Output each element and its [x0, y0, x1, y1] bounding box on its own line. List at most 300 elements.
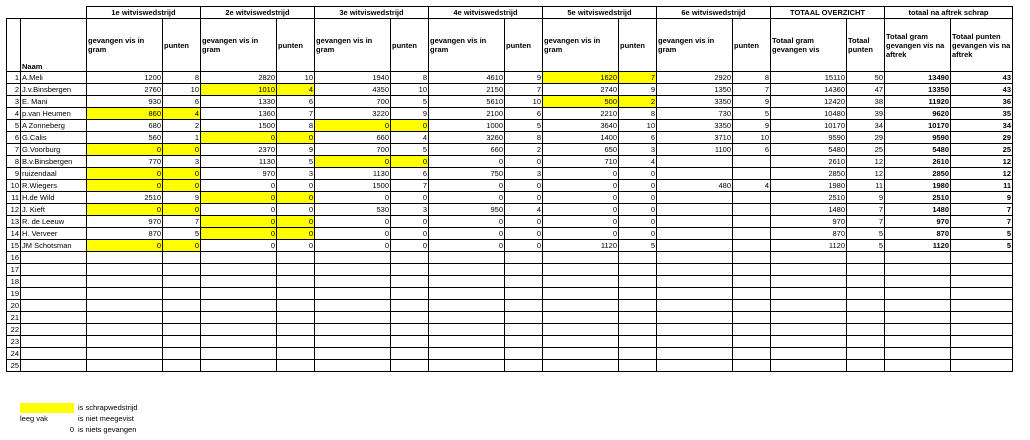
empty-cell	[733, 312, 771, 324]
empty-cell	[847, 264, 885, 276]
after-deduction-header: totaal na aftrek schrap	[885, 7, 1013, 19]
net-grams-cell: 9590	[885, 132, 951, 144]
grams-cell: 3640	[543, 120, 619, 132]
empty-cell	[87, 288, 163, 300]
row-number: 7	[7, 144, 21, 156]
grams-cell: 1130	[201, 156, 277, 168]
grams-cell: 560	[87, 132, 163, 144]
empty-cell	[619, 360, 657, 372]
points-cell	[733, 168, 771, 180]
empty-cell	[733, 252, 771, 264]
points-cell: 0	[619, 216, 657, 228]
total-grams-cell: 870	[771, 228, 847, 240]
empty-cell	[391, 264, 429, 276]
net-grams-cell: 11920	[885, 96, 951, 108]
points-header: punten	[163, 19, 201, 72]
grams-cell: 1200	[87, 72, 163, 84]
rownum-header-cell	[7, 19, 21, 72]
table-row	[7, 192, 1013, 204]
empty-cell	[505, 288, 543, 300]
grams-cell: 1130	[315, 168, 391, 180]
grams-cell: 1620	[543, 72, 619, 84]
row-number: 23	[7, 336, 21, 348]
empty-cell	[657, 288, 733, 300]
grams-cell: 1400	[543, 132, 619, 144]
empty-cell	[315, 264, 391, 276]
empty-cell	[543, 348, 619, 360]
grams-cell: 0	[429, 228, 505, 240]
points-cell	[733, 228, 771, 240]
row-number: 20	[7, 300, 21, 312]
empty-cell	[277, 300, 315, 312]
empty-cell	[543, 276, 619, 288]
total-points-cell: 50	[847, 72, 885, 84]
participant-name: H.de Wild	[21, 192, 87, 204]
total-points-cell: 7	[847, 216, 885, 228]
total-grams-cell: 2850	[771, 168, 847, 180]
empty-cell	[543, 324, 619, 336]
total-points-cell: 11	[847, 180, 885, 192]
points-cell: 0	[505, 180, 543, 192]
points-cell: 10	[277, 72, 315, 84]
legend-schrap-label: is schrapwedstrijd	[78, 403, 138, 412]
empty-cell	[87, 348, 163, 360]
table-row	[7, 252, 1013, 264]
empty-cell	[847, 252, 885, 264]
empty-cell	[21, 264, 87, 276]
empty-cell	[163, 360, 201, 372]
points-cell: 9	[505, 72, 543, 84]
grams-cell: 0	[201, 228, 277, 240]
results-table	[6, 6, 1013, 372]
grams-cell: 0	[201, 240, 277, 252]
empty-cell	[429, 360, 505, 372]
row-number: 9	[7, 168, 21, 180]
empty-cell	[619, 288, 657, 300]
grams-cell: 0	[315, 120, 391, 132]
points-cell: 8	[163, 72, 201, 84]
points-cell: 4	[391, 132, 429, 144]
overview-header: TOTAAL OVERZICHT	[771, 7, 885, 19]
empty-cell	[201, 252, 277, 264]
row-number: 3	[7, 96, 21, 108]
total-grams-header: Totaal gram gevangen vis	[771, 19, 847, 72]
grams-cell: 0	[543, 180, 619, 192]
net-grams-cell: 2610	[885, 156, 951, 168]
legend	[20, 402, 138, 435]
empty-cell	[391, 288, 429, 300]
row-number: 4	[7, 108, 21, 120]
points-cell	[733, 204, 771, 216]
grams-cell: 1120	[543, 240, 619, 252]
points-cell: 6	[277, 96, 315, 108]
total-grams-cell: 15110	[771, 72, 847, 84]
competition-header-6: 6e witviswedstrijd	[657, 7, 771, 19]
grams-cell: 4350	[315, 84, 391, 96]
row-number: 12	[7, 204, 21, 216]
points-cell: 0	[277, 228, 315, 240]
net-grams-cell: 5480	[885, 144, 951, 156]
empty-cell	[505, 264, 543, 276]
empty-cell	[391, 300, 429, 312]
empty-cell	[391, 312, 429, 324]
empty-cell	[391, 252, 429, 264]
grams-cell: 0	[201, 192, 277, 204]
empty-cell	[619, 300, 657, 312]
row-number: 14	[7, 228, 21, 240]
points-cell: 0	[163, 144, 201, 156]
grams-cell: 1500	[201, 120, 277, 132]
grams-cell: 4610	[429, 72, 505, 84]
grams-cell: 0	[201, 132, 277, 144]
net-grams-cell: 10170	[885, 120, 951, 132]
points-cell: 7	[733, 84, 771, 96]
empty-cell	[391, 336, 429, 348]
grams-cell: 0	[87, 204, 163, 216]
table-row	[7, 132, 1013, 144]
empty-cell	[657, 336, 733, 348]
grams-header: gevangen vis in gram	[201, 19, 277, 72]
table-row	[7, 216, 1013, 228]
grams-cell: 480	[657, 180, 733, 192]
legend-zero-key: 0	[69, 425, 74, 434]
empty-cell	[733, 336, 771, 348]
empty-cell	[201, 324, 277, 336]
empty-cell	[951, 264, 1013, 276]
empty-cell	[163, 324, 201, 336]
table-row	[7, 312, 1013, 324]
grams-cell: 0	[315, 228, 391, 240]
points-cell: 9	[619, 84, 657, 96]
empty-cell	[657, 300, 733, 312]
row-number: 19	[7, 288, 21, 300]
grams-cell: 0	[429, 240, 505, 252]
grams-cell: 2740	[543, 84, 619, 96]
points-cell: 3	[277, 168, 315, 180]
empty-cell	[505, 324, 543, 336]
empty-cell	[21, 288, 87, 300]
grams-cell: 0	[543, 204, 619, 216]
points-cell: 7	[619, 72, 657, 84]
table-row	[7, 84, 1013, 96]
grams-header: gevangen vis in gram	[543, 19, 619, 72]
total-grams-cell: 10480	[771, 108, 847, 120]
points-cell: 6	[505, 108, 543, 120]
points-cell: 0	[391, 216, 429, 228]
empty-cell	[505, 312, 543, 324]
grams-cell: 970	[87, 216, 163, 228]
row-number: 24	[7, 348, 21, 360]
empty-cell	[951, 336, 1013, 348]
empty-cell	[885, 276, 951, 288]
grams-cell: 0	[315, 192, 391, 204]
total-points-cell: 12	[847, 156, 885, 168]
grams-cell: 0	[543, 168, 619, 180]
net-points-cell: 29	[951, 132, 1013, 144]
grams-cell	[657, 228, 733, 240]
grams-cell: 3350	[657, 120, 733, 132]
points-cell: 5	[733, 108, 771, 120]
points-cell: 5	[391, 96, 429, 108]
grams-cell: 5610	[429, 96, 505, 108]
total-grams-cell: 2610	[771, 156, 847, 168]
points-cell: 2	[505, 144, 543, 156]
points-cell: 7	[163, 216, 201, 228]
empty-cell	[657, 276, 733, 288]
empty-cell	[21, 336, 87, 348]
empty-cell	[657, 252, 733, 264]
empty-cell	[657, 264, 733, 276]
total-grams-cell: 5480	[771, 144, 847, 156]
grams-cell: 2760	[87, 84, 163, 96]
grams-cell: 950	[429, 204, 505, 216]
grams-cell: 1360	[201, 108, 277, 120]
grams-cell: 3710	[657, 132, 733, 144]
grams-cell: 0	[315, 216, 391, 228]
grams-cell: 660	[429, 144, 505, 156]
empty-cell	[771, 336, 847, 348]
competition-header-1: 1e witviswedstrijd	[87, 7, 201, 19]
grams-cell	[657, 204, 733, 216]
points-cell: 0	[277, 132, 315, 144]
empty-cell	[885, 252, 951, 264]
empty-cell	[315, 276, 391, 288]
participant-name: H. Verveer	[21, 228, 87, 240]
net-points-cell: 43	[951, 84, 1013, 96]
points-cell: 7	[505, 84, 543, 96]
empty-cell	[429, 324, 505, 336]
points-cell: 0	[163, 204, 201, 216]
empty-cell	[543, 264, 619, 276]
total-points-cell: 12	[847, 168, 885, 180]
row-number: 6	[7, 132, 21, 144]
empty-cell	[885, 348, 951, 360]
empty-cell	[315, 312, 391, 324]
legend-empty-key: leeg vak	[20, 414, 48, 423]
empty-cell	[315, 324, 391, 336]
participant-name: JM Schotsman	[21, 240, 87, 252]
points-cell: 4	[163, 108, 201, 120]
grams-cell: 0	[87, 240, 163, 252]
grams-cell: 0	[201, 216, 277, 228]
empty-cell	[885, 300, 951, 312]
empty-cell	[201, 360, 277, 372]
net-points-cell: 36	[951, 96, 1013, 108]
grams-cell: 1500	[315, 180, 391, 192]
row-number: 1	[7, 72, 21, 84]
grams-cell: 2210	[543, 108, 619, 120]
points-cell: 5	[163, 228, 201, 240]
grams-cell: 0	[87, 180, 163, 192]
grams-cell: 0	[429, 192, 505, 204]
points-cell: 4	[277, 84, 315, 96]
total-grams-cell: 1980	[771, 180, 847, 192]
empty-cell	[847, 324, 885, 336]
points-cell: 5	[619, 240, 657, 252]
empty-cell	[847, 360, 885, 372]
points-header: punten	[391, 19, 429, 72]
table-row	[7, 348, 1013, 360]
net-points-cell: 43	[951, 72, 1013, 84]
total-grams-cell: 14360	[771, 84, 847, 96]
competition-header-3: 3e witviswedstrijd	[315, 7, 429, 19]
empty-cell	[885, 264, 951, 276]
points-cell: 0	[277, 180, 315, 192]
total-grams-cell: 1120	[771, 240, 847, 252]
grams-cell: 970	[201, 168, 277, 180]
grams-cell: 0	[87, 168, 163, 180]
empty-cell	[21, 360, 87, 372]
grams-cell: 930	[87, 96, 163, 108]
grams-cell: 700	[315, 96, 391, 108]
table-row	[7, 168, 1013, 180]
net-grams-cell: 870	[885, 228, 951, 240]
empty-cell	[847, 336, 885, 348]
points-cell	[733, 240, 771, 252]
net-grams-cell: 13350	[885, 84, 951, 96]
empty-cell	[391, 348, 429, 360]
points-cell: 5	[277, 156, 315, 168]
grams-cell: 710	[543, 156, 619, 168]
points-cell: 4	[733, 180, 771, 192]
net-grams-cell: 9620	[885, 108, 951, 120]
grams-cell	[657, 216, 733, 228]
empty-cell	[657, 348, 733, 360]
total-points-cell: 47	[847, 84, 885, 96]
empty-cell	[657, 360, 733, 372]
points-cell: 10	[619, 120, 657, 132]
empty-cell	[619, 348, 657, 360]
net-points-cell: 5	[951, 228, 1013, 240]
grams-cell	[657, 192, 733, 204]
empty-cell	[885, 288, 951, 300]
points-cell: 8	[505, 132, 543, 144]
empty-cell	[201, 288, 277, 300]
empty-cell	[391, 276, 429, 288]
competition-header-2: 2e witviswedstrijd	[201, 7, 315, 19]
name-header: Naam	[21, 19, 87, 72]
net-points-cell: 9	[951, 192, 1013, 204]
grams-cell: 1010	[201, 84, 277, 96]
grams-cell: 1100	[657, 144, 733, 156]
points-cell: 0	[619, 168, 657, 180]
empty-cell	[87, 300, 163, 312]
grams-cell: 2150	[429, 84, 505, 96]
empty-cell	[733, 360, 771, 372]
table-row	[7, 360, 1013, 372]
empty-cell	[505, 276, 543, 288]
points-cell: 0	[163, 240, 201, 252]
participant-name: R. de Leeuw	[21, 216, 87, 228]
empty-cell	[543, 252, 619, 264]
points-cell: 0	[163, 180, 201, 192]
participant-name: E. Mani	[21, 96, 87, 108]
empty-cell	[391, 324, 429, 336]
grams-cell: 2100	[429, 108, 505, 120]
table-row	[7, 228, 1013, 240]
empty-cell	[847, 276, 885, 288]
grams-cell: 500	[543, 96, 619, 108]
empty-cell	[315, 252, 391, 264]
empty-cell	[429, 288, 505, 300]
grams-cell: 2820	[201, 72, 277, 84]
points-cell: 0	[505, 216, 543, 228]
grams-cell: 660	[315, 132, 391, 144]
net-grams-cell: 2510	[885, 192, 951, 204]
grams-header: gevangen vis in gram	[429, 19, 505, 72]
total-grams-cell: 9590	[771, 132, 847, 144]
points-cell: 0	[277, 240, 315, 252]
empty-cell	[847, 300, 885, 312]
grams-cell: 680	[87, 120, 163, 132]
table-row	[7, 144, 1013, 156]
row-number: 18	[7, 276, 21, 288]
total-points-cell: 7	[847, 204, 885, 216]
empty-cell	[951, 288, 1013, 300]
participant-name: B.v.Binsbergen	[21, 156, 87, 168]
total-points-header: Totaal punten	[847, 19, 885, 72]
points-cell: 0	[619, 204, 657, 216]
empty-cell	[163, 252, 201, 264]
grams-cell: 0	[315, 156, 391, 168]
points-cell: 7	[391, 180, 429, 192]
total-points-cell: 29	[847, 132, 885, 144]
participant-name: R.Wiegers	[21, 180, 87, 192]
empty-cell	[21, 300, 87, 312]
empty-cell	[543, 288, 619, 300]
empty-cell	[619, 276, 657, 288]
grams-header: gevangen vis in gram	[87, 19, 163, 72]
total-grams-cell: 2510	[771, 192, 847, 204]
empty-cell	[21, 324, 87, 336]
points-cell: 6	[733, 144, 771, 156]
grams-cell: 0	[87, 144, 163, 156]
net-grams-cell: 1980	[885, 180, 951, 192]
empty-cell	[733, 264, 771, 276]
empty-cell	[87, 276, 163, 288]
points-cell: 4	[619, 156, 657, 168]
empty-cell	[733, 276, 771, 288]
grams-header: gevangen vis in gram	[315, 19, 391, 72]
empty-cell	[201, 348, 277, 360]
empty-cell	[163, 312, 201, 324]
empty-cell	[315, 348, 391, 360]
row-number: 11	[7, 192, 21, 204]
empty-cell	[951, 312, 1013, 324]
points-cell: 6	[163, 96, 201, 108]
table-row	[7, 120, 1013, 132]
row-number: 25	[7, 360, 21, 372]
grams-cell: 1000	[429, 120, 505, 132]
total-points-cell: 9	[847, 192, 885, 204]
participant-name: A.Meli	[21, 72, 87, 84]
points-cell: 10	[391, 84, 429, 96]
empty-cell	[847, 348, 885, 360]
empty-cell	[505, 360, 543, 372]
row-number: 10	[7, 180, 21, 192]
net-points-cell: 12	[951, 156, 1013, 168]
total-grams-cell: 10170	[771, 120, 847, 132]
empty-cell	[847, 312, 885, 324]
net-points-cell: 7	[951, 204, 1013, 216]
empty-cell	[87, 312, 163, 324]
points-cell: 9	[391, 108, 429, 120]
grams-cell: 0	[543, 216, 619, 228]
total-points-cell: 5	[847, 240, 885, 252]
total-points-cell: 5	[847, 228, 885, 240]
total-points-cell: 38	[847, 96, 885, 108]
points-cell: 0	[505, 156, 543, 168]
